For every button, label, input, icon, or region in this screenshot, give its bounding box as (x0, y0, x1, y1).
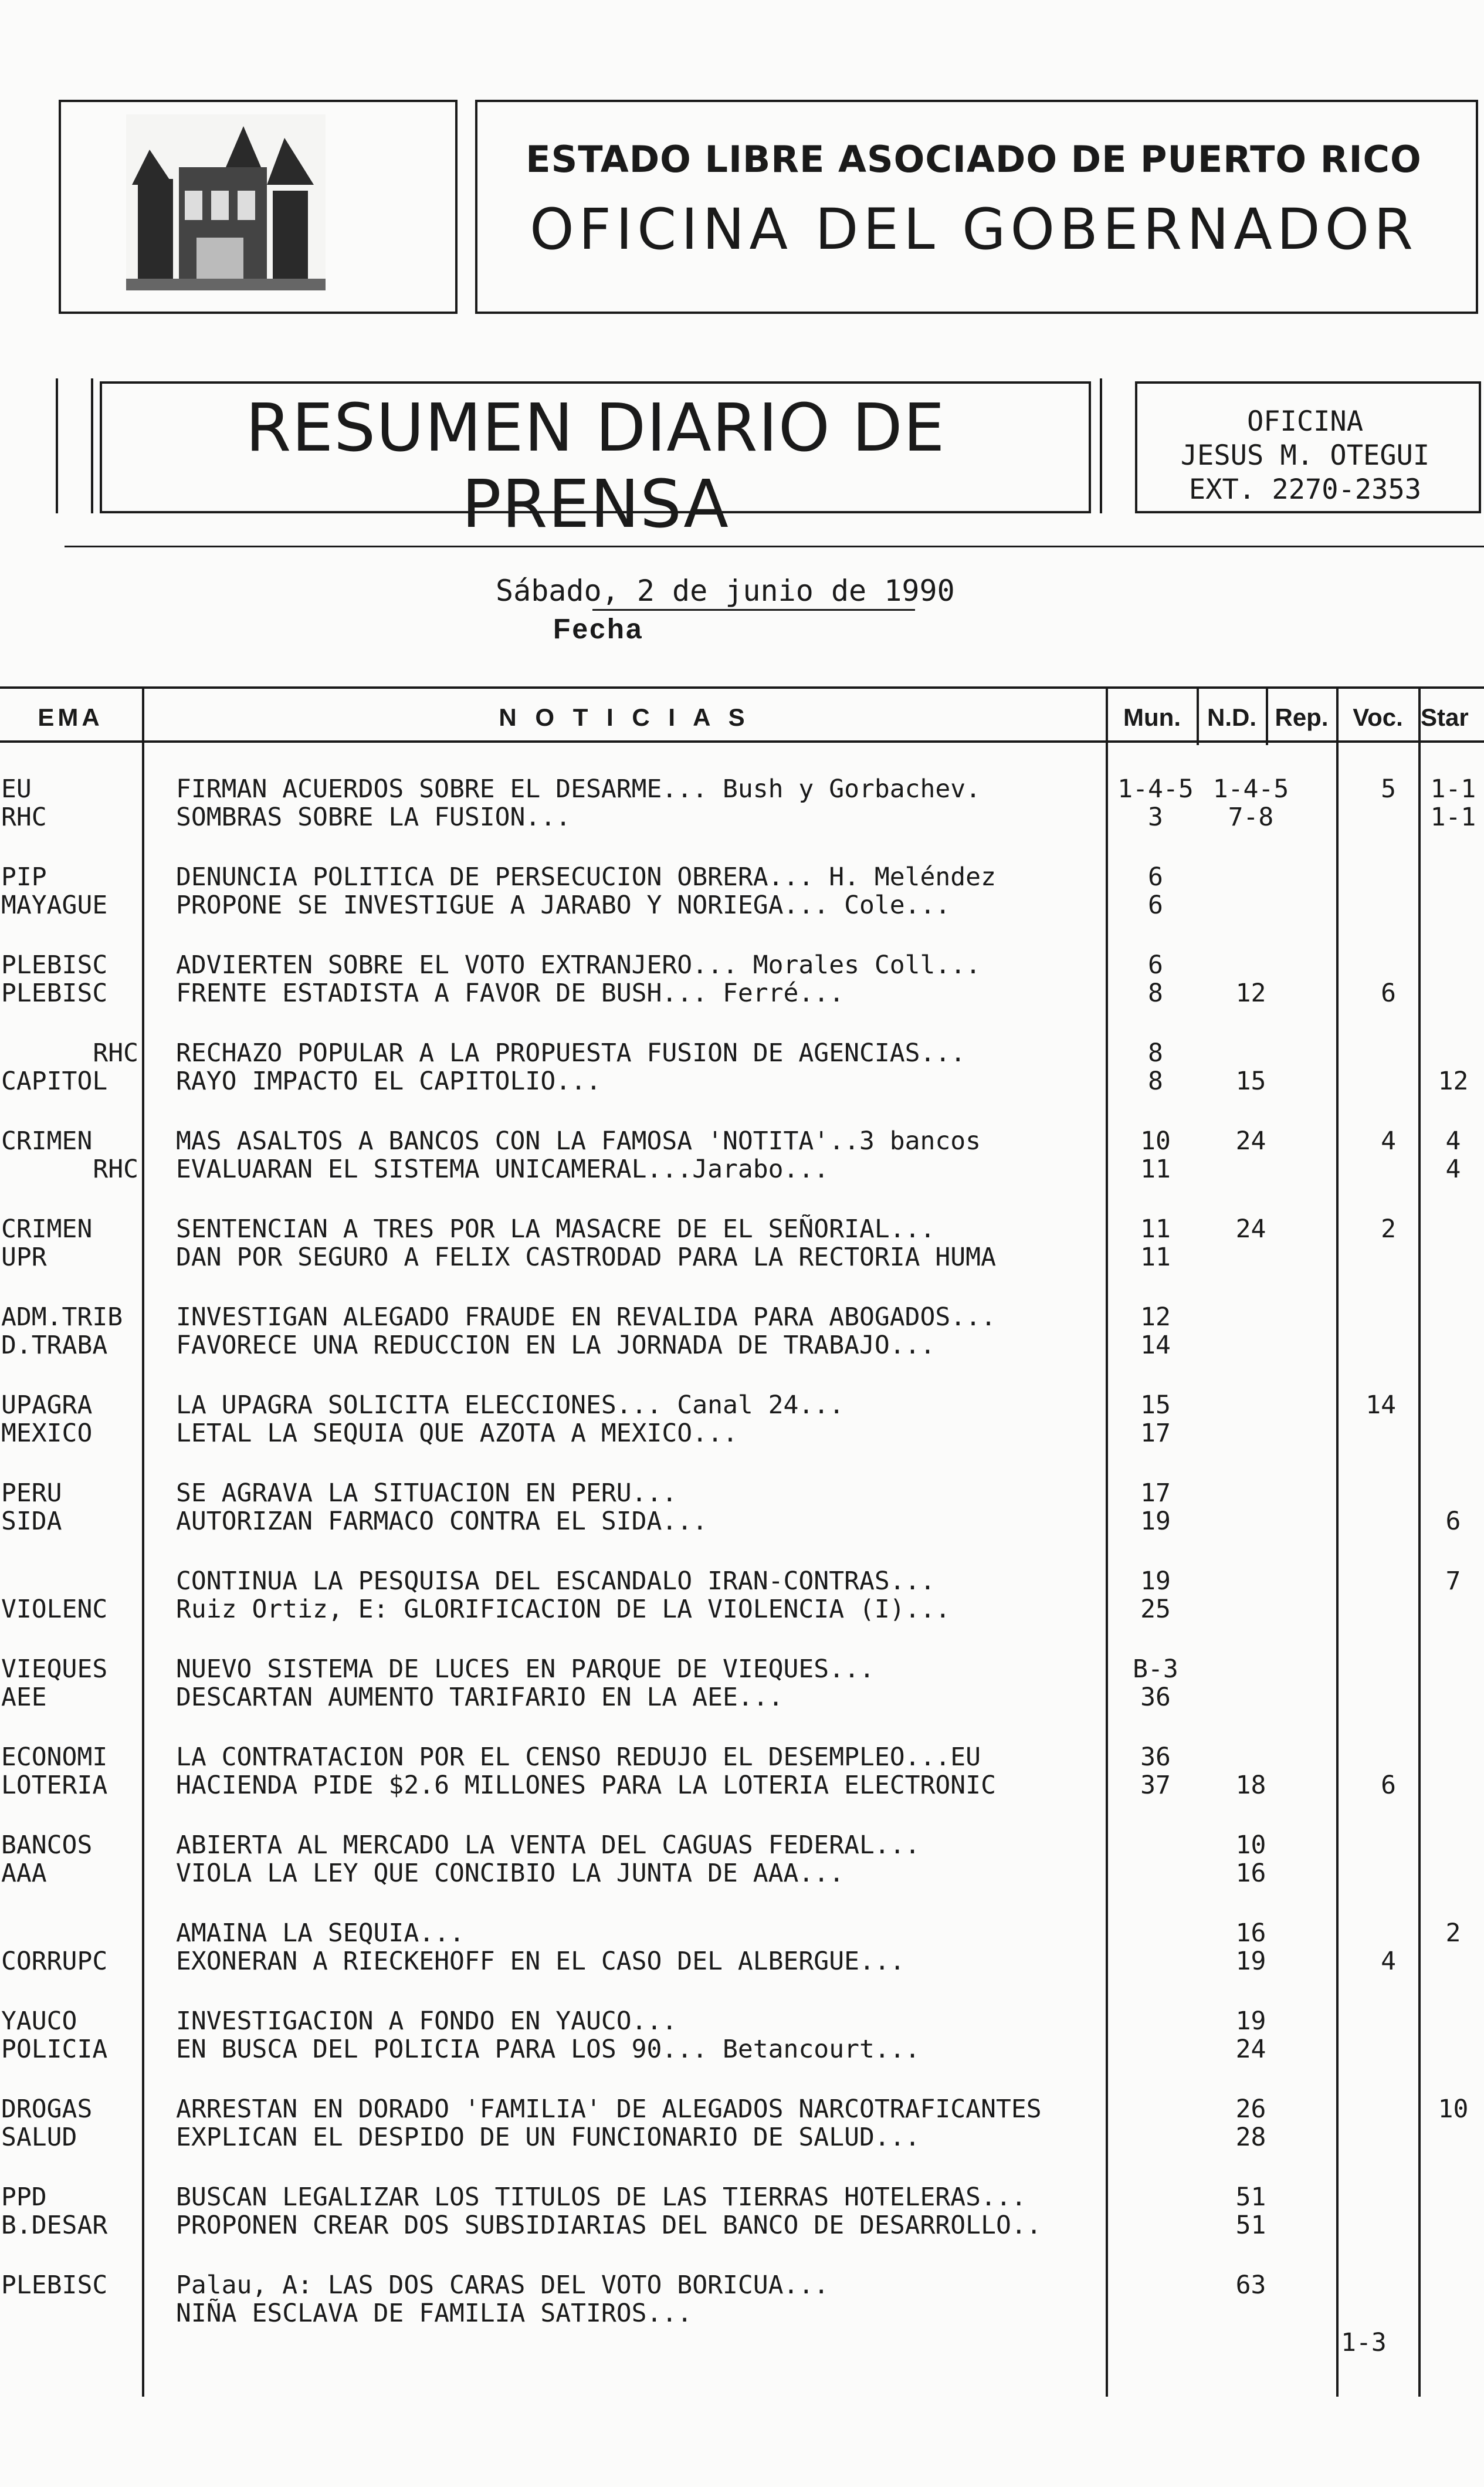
row-tema: ECONOMI (1, 1742, 108, 1772)
row-headline: EXPLICAN EL DESPIDO DE UN FUNCIONARIO DE SALUD... (176, 2123, 920, 2152)
row-voc: 14 (1366, 1390, 1396, 1420)
row-tema: YAUCO (1, 2006, 77, 2036)
row-headline: RECHAZO POPULAR A LA PROPUESTA FUSION DE AGENCIAS... (176, 1038, 966, 1068)
row-tema: EU (1, 774, 32, 804)
row-tema: PLEBISC (1, 2271, 108, 2300)
office-contact (1138, 405, 1472, 507)
row-star: 4 (1445, 1126, 1461, 1156)
row-tema: PLEBISC (1, 979, 108, 1008)
row-headline: FAVORECE UNA REDUCCION EN LA JORNADA DE TRABAJO... (176, 1331, 936, 1360)
table-row (0, 2123, 1484, 2181)
row-nd: 1-4-5 (1212, 774, 1289, 804)
row-mun: 11 (1140, 1155, 1171, 1184)
row-tema: VIEQUES (1, 1654, 108, 1684)
row-nd: 24 (1235, 1126, 1266, 1156)
left-rule-2 (91, 378, 93, 513)
col-header-voc: Voc. (1353, 703, 1403, 731)
col-header-nd: N.D. (1207, 703, 1256, 731)
row-headline: VIOLA LA LEY QUE CONCIBIO LA JUNTA DE AAA... (176, 1859, 845, 1888)
table-row (0, 1331, 1484, 1389)
row-headline: SOMBRAS SOBRE LA FUSION... (176, 803, 571, 832)
row-tema: D.TRABA (1, 1331, 108, 1360)
row-headline: ABIERTA AL MERCADO LA VENTA DEL CAGUAS FEDERAL... (176, 1830, 920, 1860)
row-nd: 15 (1235, 1067, 1266, 1096)
office-line-3: EXT. 2270-2353 (1188, 473, 1422, 506)
row-tema: RHC (1, 803, 47, 832)
row-tema: UPR (1, 1243, 47, 1272)
fortaleza-photo-icon (126, 114, 326, 290)
table-row (0, 2211, 1484, 2269)
row-nd: 51 (1235, 2211, 1266, 2240)
table-row (0, 1595, 1484, 1653)
row-mun: 3 (1148, 803, 1163, 832)
row-tema: RHC (93, 1155, 138, 1184)
row-mun: 17 (1140, 1419, 1171, 1448)
table-row (0, 1507, 1484, 1565)
row-headline: FRENTE ESTADISTA A FAVOR DE BUSH... Ferré... (176, 979, 845, 1008)
row-star: 1-1 (1430, 803, 1476, 832)
row-nd: 10 (1235, 1830, 1266, 1860)
row-mun: 6 (1148, 950, 1163, 980)
row-headline: EXONERAN A RIECKEHOFF EN EL CASO DEL ALBERGUE... (176, 1947, 905, 1976)
row-headline: INVESTIGAN ALEGADO FRAUDE EN REVALIDA PARA ABOGADOS... (176, 1302, 996, 1332)
date-label: Fecha (553, 614, 643, 645)
row-headline: Palau, A: LAS DOS CARAS DEL VOTO BORICUA... (176, 2271, 829, 2300)
row-tema: RHC (93, 1038, 138, 1068)
row-tema: PLEBISC (1, 950, 108, 980)
table-row (0, 1155, 1484, 1213)
row-mun: 15 (1140, 1390, 1171, 1420)
row-headline: INVESTIGACION A FONDO EN YAUCO... (176, 2006, 677, 2036)
row-mun: 14 (1140, 1331, 1171, 1360)
row-headline: BUSCAN LEGALIZAR LOS TITULOS DE LAS TIERRAS HOTELERAS... (176, 2183, 1026, 2212)
row-nd: 16 (1235, 1918, 1266, 1948)
table-row (0, 1067, 1484, 1125)
row-star: 10 (1438, 2095, 1469, 2124)
row-tema: PERU (1, 1478, 62, 1508)
row-headline: SE AGRAVA LA SITUACION EN PERU... (176, 1478, 677, 1508)
row-nd: 28 (1235, 2123, 1266, 2152)
office-line-2: JESUS M. OTEGUI (1180, 439, 1430, 472)
row-headline: LA UPAGRA SOLICITA ELECCIONES... Canal 24... (176, 1390, 845, 1420)
row-headline: NIÑA ESCLAVA DE FAMILIA SATIROS... (176, 2299, 693, 2328)
row-mun: 8 (1148, 1038, 1163, 1068)
row-headline: HACIENDA PIDE $2.6 MILLONES PARA LA LOTERIA ELECTRONIC (176, 1771, 996, 1800)
row-tema: PPD (1, 2183, 47, 2212)
row-headline: Ruiz Ortiz, E: GLORIFICACION DE LA VIOLENCIA (I)... (176, 1595, 951, 1624)
table-row (0, 2035, 1484, 2093)
office-line-1: OFICINA (1246, 405, 1364, 438)
row-headline: AUTORIZAN FARMACO CONTRA EL SIDA... (176, 1507, 708, 1536)
col-header-tema: EMA (38, 703, 103, 731)
row-headline: LA CONTRATACION POR EL CENSO REDUJO EL DESEMPLEO...EU (176, 1742, 981, 1772)
row-mun: B-3 (1133, 1654, 1178, 1684)
row-mun: 17 (1140, 1478, 1171, 1508)
row-tema: SALUD (1, 2123, 77, 2152)
left-rule-1 (56, 378, 58, 513)
row-nd: 51 (1235, 2183, 1266, 2212)
row-star: 4 (1445, 1155, 1461, 1184)
right-rule-1 (1100, 378, 1102, 513)
row-voc: 6 (1381, 1771, 1396, 1800)
table-row (0, 1419, 1484, 1477)
row-tema: PIP (1, 862, 47, 892)
table-row (0, 1859, 1484, 1917)
row-tema: AAA (1, 1859, 47, 1888)
table-row (0, 2299, 1484, 2357)
row-nd: 24 (1235, 1214, 1266, 1244)
row-headline: SENTENCIAN A TRES POR LA MASACRE DE EL SEÑORIAL... (176, 1214, 936, 1244)
row-headline: ADVIERTEN SOBRE EL VOTO EXTRANJERO... Morales Coll... (176, 950, 981, 980)
row-voc: 2 (1381, 1214, 1396, 1244)
row-headline: EN BUSCA DEL POLICIA PARA LOS 90... Betancourt... (176, 2035, 920, 2064)
row-mun: 10 (1140, 1126, 1171, 1156)
row-nd: 19 (1235, 1947, 1266, 1976)
row-nd: 26 (1235, 2095, 1266, 2124)
col-header-star: Star (1421, 703, 1469, 731)
row-tema: VIOLENC (1, 1595, 108, 1624)
row-nd: 24 (1235, 2035, 1266, 2064)
row-nd: 18 (1235, 1771, 1266, 1800)
table-row (0, 1243, 1484, 1301)
row-tema: SIDA (1, 1507, 62, 1536)
row-tema: BANCOS (1, 1830, 93, 1860)
row-headline: EVALUARAN EL SISTEMA UNICAMERAL...Jarabo... (176, 1155, 829, 1184)
col-header-rep: Rep. (1275, 703, 1329, 731)
table-row (0, 1947, 1484, 2005)
table-row (0, 1683, 1484, 1741)
row-headline: RAYO IMPACTO EL CAPITOLIO... (176, 1067, 601, 1096)
row-headline: NUEVO SISTEMA DE LUCES EN PARQUE DE VIEQUES... (176, 1654, 875, 1684)
row-headline: AMAINA LA SEQUIA... (176, 1918, 465, 1948)
row-mun: 8 (1148, 1067, 1163, 1096)
row-mun: 36 (1140, 1683, 1171, 1712)
row-nd: 12 (1235, 979, 1266, 1008)
col-header-noticias: N O T I C I A S (499, 703, 751, 731)
row-tema: CRIMEN (1, 1214, 93, 1244)
col-header-mun: Mun. (1123, 703, 1181, 731)
row-tema: POLICIA (1, 2035, 108, 2064)
row-tema: CRIMEN (1, 1126, 93, 1156)
row-mun: 6 (1148, 891, 1163, 920)
row-mun: 36 (1140, 1742, 1171, 1772)
row-headline: DENUNCIA POLITICA DE PERSECUCION OBRERA... H. Meléndez (176, 862, 996, 892)
row-headline: PROPONEN CREAR DOS SUBSIDIARIAS DEL BANCO DE DESARROLLO.. (176, 2211, 1042, 2240)
row-mun: 8 (1148, 979, 1163, 1008)
row-voc: 4 (1381, 1126, 1396, 1156)
row-tema: ADM.TRIB (1, 1302, 123, 1332)
table-header-rule (0, 740, 1484, 743)
row-tema: CORRUPC (1, 1947, 108, 1976)
row-mun: 1-4-5 (1117, 774, 1194, 804)
row-star: 6 (1445, 1507, 1461, 1536)
table-row (0, 891, 1484, 949)
row-mun: 25 (1140, 1595, 1171, 1624)
row-voc: 4 (1381, 1947, 1396, 1976)
row-star: 1-1 (1430, 774, 1476, 804)
row-headline: DESCARTAN AUMENTO TARIFARIO EN LA AEE... (176, 1683, 784, 1712)
row-star: 7 (1445, 1566, 1461, 1596)
table-row (0, 979, 1484, 1037)
row-star: 12 (1438, 1067, 1469, 1096)
report-date: Sábado, 2 de junio de 1990 (496, 574, 955, 608)
row-star: 2 (1445, 1918, 1461, 1948)
row-tema: UPAGRA (1, 1390, 93, 1420)
row-voc: 5 (1381, 774, 1396, 804)
agency-line: ESTADO LIBRE ASOCIADO DE PUERTO RICO (526, 138, 1422, 181)
row-tema: B.DESAR (1, 2211, 108, 2240)
row-nd: 19 (1235, 2006, 1266, 2036)
row-mun: 11 (1140, 1214, 1171, 1244)
row-headline: FIRMAN ACUERDOS SOBRE EL DESARME... Bush y Gorbachev. (176, 774, 981, 804)
row-voc: 6 (1381, 979, 1396, 1008)
date-underline (592, 609, 915, 611)
row-mun: 19 (1140, 1566, 1171, 1596)
row-mun: 37 (1140, 1771, 1171, 1800)
row-nd: 7-8 (1228, 803, 1274, 832)
row-headline: ARRESTAN EN DORADO 'FAMILIA' DE ALEGADOS NARCOTRAFICANTES (176, 2095, 1042, 2124)
row-tema: LOTERIA (1, 1771, 108, 1800)
row-headline: MAS ASALTOS A BANCOS CON LA FAMOSA 'NOTITA'..3 bancos (176, 1126, 981, 1156)
page-title: RESUMEN DIARIO DE PRENSA (245, 390, 946, 543)
row-rep: 1-3 (1341, 2328, 1387, 2357)
row-mun: 12 (1140, 1302, 1171, 1332)
row-mun: 6 (1148, 862, 1163, 892)
row-tema: AEE (1, 1683, 47, 1712)
table-top-rule (0, 686, 1484, 689)
table-row (0, 1771, 1484, 1829)
row-mun: 19 (1140, 1507, 1171, 1536)
row-nd: 63 (1235, 2271, 1266, 2300)
table-row (0, 803, 1484, 861)
row-headline: CONTINUA LA PESQUISA DEL ESCANDALO IRAN-CONTRAS... (176, 1566, 936, 1596)
row-nd: 16 (1235, 1859, 1266, 1888)
row-tema: DROGAS (1, 2095, 93, 2124)
header-divider (65, 546, 1484, 547)
row-headline: LETAL LA SEQUIA QUE AZOTA A MEXICO... (176, 1419, 738, 1448)
row-headline: DAN POR SEGURO A FELIX CASTRODAD PARA LA RECTORIA HUMA (176, 1243, 996, 1272)
row-mun: 11 (1140, 1243, 1171, 1272)
row-tema: MAYAGUE (1, 891, 108, 920)
office-name: OFICINA DEL GOBERNADOR (530, 197, 1418, 262)
row-headline: PROPONE SE INVESTIGUE A JARABO Y NORIEGA... Cole... (176, 891, 951, 920)
row-tema: MEXICO (1, 1419, 93, 1448)
row-tema: CAPITOL (1, 1067, 108, 1096)
